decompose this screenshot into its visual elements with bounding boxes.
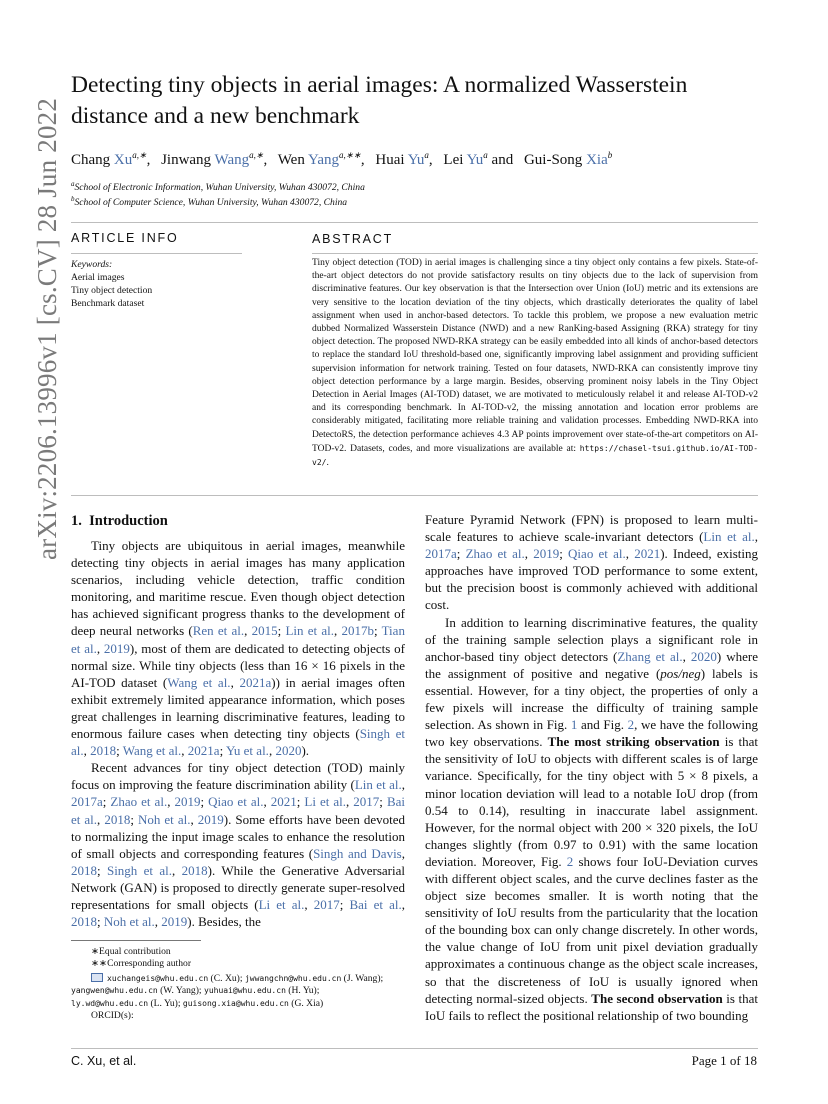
footnote-corresponding: ∗∗Corresponding author <box>91 958 192 970</box>
keywords-block <box>71 258 152 310</box>
abstract-divider <box>312 253 758 254</box>
envelope-icon <box>91 973 103 982</box>
email-link[interactable]: yangwen@whu.edu.cn <box>71 986 158 996</box>
article-info-divider <box>71 253 242 254</box>
affiliation-a: $^a$School of Electronic Information, Wuhan University, Wuhan 430072, China <box>71 180 365 194</box>
keyword: Tiny object detection <box>71 285 153 296</box>
left-column <box>71 511 405 930</box>
article-info-heading: ARTICLE INFO <box>71 231 179 245</box>
section-heading: 1. Introduction <box>71 513 168 529</box>
keyword: Benchmark dataset <box>71 298 145 309</box>
body-paragraph: Recent advances for tiny object detection (TOD) mainly focus on improving the feature discrimination ability (Lin et al., 2017a; Zhao et al., 2019; Qiao et al., 2021; Li et al., 2017; Bai et al., 2018; Noh et al., 2019). Some efforts have been devoted to normalizing the input image scales to enhance the resolution of small objects and corresponding features (Singh and Davis, 2018; Singh et al., 2018). While the Generative Adversarial Network (GAN) is proposed to directly generate super-resolved representations for small objects (Li et al., 2017; Bai et al., 2018; Noh et al., 2019). Besides, the <box>71 760 405 930</box>
email-link[interactable]: ly.wd@whu.edu.cn <box>71 998 149 1008</box>
dataset-link[interactable]: https://chasel-tsui.github.io/AI-TOD-v2/ <box>312 443 759 468</box>
arxiv-stamp: arXiv:2206.13996v1 [cs.CV] 28 Jun 2022 <box>32 97 62 560</box>
header-divider <box>71 222 758 223</box>
footnote-orcid: ORCID(s): <box>91 1010 134 1022</box>
footnote-emails: yangwen@whu.edu.cn (W. Yang); yuhuai@whu.edu.cn (H. Yu); <box>71 985 320 997</box>
footer-divider <box>71 1048 758 1049</box>
footnote-emails: ly.wd@whu.edu.cn (L. Yu); guisong.xia@whu.edu.cn (G. Xia) <box>71 997 324 1009</box>
keywords-label: Keywords: <box>71 259 113 270</box>
abstract-text: Tiny object detection (TOD) in aerial images is challenging since a tiny object only contains a few pixels. State-of-the-art object detectors do not provide satisfactory results on tiny objects due to the lack of supervision from discriminative features. Our key observation is that the Intersection over Union (IoU) metric and its extensions are very sensitive to the location deviation of the tiny objects, which drastically deteriorates the quality of label assignment when used in anchor-based detectors. To tackle this problem, we propose a new evaluation metric dubbed Normalized Wasserstein Distance (NWD) and a new RanKing-based Assigning (RKA) strategy for tiny object detection. The proposed NWD-RKA strategy can be easily embedded into all kinds of anchor-based detectors to replace the standard IoU threshold-based one, significantly improving label assignment and providing sufficient supervision information for network training. Tested on four datasets, NWD-RKA can consistently improve tiny object detection performance by a large margin. Besides, observing prominent noisy labels in the Tiny Object Detection in Aerial Images (AI-TOD) dataset, we are motivated to meticulously relabel it and release AI-TOD-v2 and its corresponding benchmark. In AI-TOD-v2, the missing annotation and location error problems are considerably mitigated, facilitating more reliable training and validation processes. Embedding NWD-RKA into DetectoRS, the detection performance achieves 4.3 AP points improvement over state-of-the-art competitors on AI-TOD-v2. Datasets, codes, and more visualizations are available at: https://chasel-tsui.github.io/AI-TOD-v2/. <box>312 258 759 469</box>
running-author: C. Xu, et al. <box>71 1054 137 1068</box>
right-column <box>425 511 758 1024</box>
keyword: Aerial images <box>71 272 125 283</box>
body-paragraph: Feature Pyramid Network (FPN) is proposed to learn multi-scale features to achieve scale-invariant detectors (Lin et al., 2017a; Zhao et al., 2019; Qiao et al., 2021). Indeed, existing approaches have improved TOD performance to some extent, but the precision boost is commonly achieved with additional cost. <box>425 512 758 613</box>
author-list: Chang $Xu^{a,∗}$, Jinwang Wang$^{a,∗}$, Wen Yang$^{a,∗∗}$, Huai Yu$^a$, Lei Yu$^a$ and Gui-Song Xia$^b$ <box>71 150 613 168</box>
email-link[interactable]: guisong.xia@whu.edu.cn <box>182 998 289 1008</box>
footnote-emails: xuchangeis@whu.edu.cn (C. Xu); jwwangchn@whu.edu.cn (J. Wang); <box>71 973 416 985</box>
page-number: Page 1 of 18 <box>691 1053 757 1068</box>
abstract-bottom-divider <box>71 495 758 496</box>
email-link[interactable]: yuhuai@whu.edu.cn <box>204 986 286 996</box>
paper-title: Detecting tiny objects in aerial images: A normalized Wasserstein distance and a new benchmark <box>71 72 688 129</box>
footnotes <box>71 946 416 1022</box>
body-paragraph: Tiny objects are ubiquitous in aerial images, meanwhile detecting tiny objects in aerial images has many application scenarios, including vehicle detection, traffic condition monitoring, and maritime rescue. Even though object detection has achieved significant progress thanks to the development of deep neural networks (Ren et al., 2015; Lin et al., 2017b; Tian et al., 2019), most of them are dedicated to detecting objects of normal size. While tiny objects (less than 16 × 16 pixels in the AI-TOD dataset (Wang et al., 2021a)) in aerial images often exhibit extremely limited appearance information, which poses great challenges in learning discriminative features, leading to enormous failure cases when detecting tiny objects (Singh et al., 2018; Wang et al., 2021a; Yu et al., 2020). <box>71 538 406 759</box>
footnote-divider <box>71 940 201 941</box>
footnote-equal: ∗Equal contribution <box>91 946 171 957</box>
abstract-heading: ABSTRACT <box>312 232 394 246</box>
email-link[interactable]: xuchangeis@whu.edu.cn <box>107 973 209 983</box>
email-link[interactable]: jwwangchn@whu.edu.cn <box>244 973 342 983</box>
body-paragraph: In addition to learning discriminative features, the quality of the training sample selection plays a significant role in anchor-based tiny object detectors (Zhang et al., 2020) where the assignment of positive and negative (pos/neg) labels is essential. However, for a tiny object, the properties of only a few pixels will increase the difficulty of training sample selection. As shown in Fig. 1 and Fig. 2, we have the following two key observations. The most striking observation is that the sensitivity of IoU to objects with different scales is of large variance. Specifically, for the tiny object with 5 × 8 pixels, a minor location deviation will lead to a notable IoU drop (from 0.54 to 0.14), resulting in inaccurate label assignment. However, for the normal object with 200 × 320 pixels, the IoU changes slightly (from 0.97 to 0.91) with the same location deviation. Moreover, Fig. 2 shows four IoU-Deviation curves with different object scales, and the curve declines faster as the object size becomes smaller. It is worth noting that the sensitivity of IoU results from the particularity that the location of the bounding box can only change discretely. In other words, the value change of IoU from unit pixel deviation gradually approximates a continuous change as the object scale increases, so that the discreteness of IoU is usually ignored when detecting normal-sized objects. The second observation is that IoU fails to reflect the positional relationship of two bounding <box>425 614 759 1023</box>
affiliation-b: $^b$School of Computer Science, Wuhan University, Wuhan 430072, China <box>71 195 348 209</box>
